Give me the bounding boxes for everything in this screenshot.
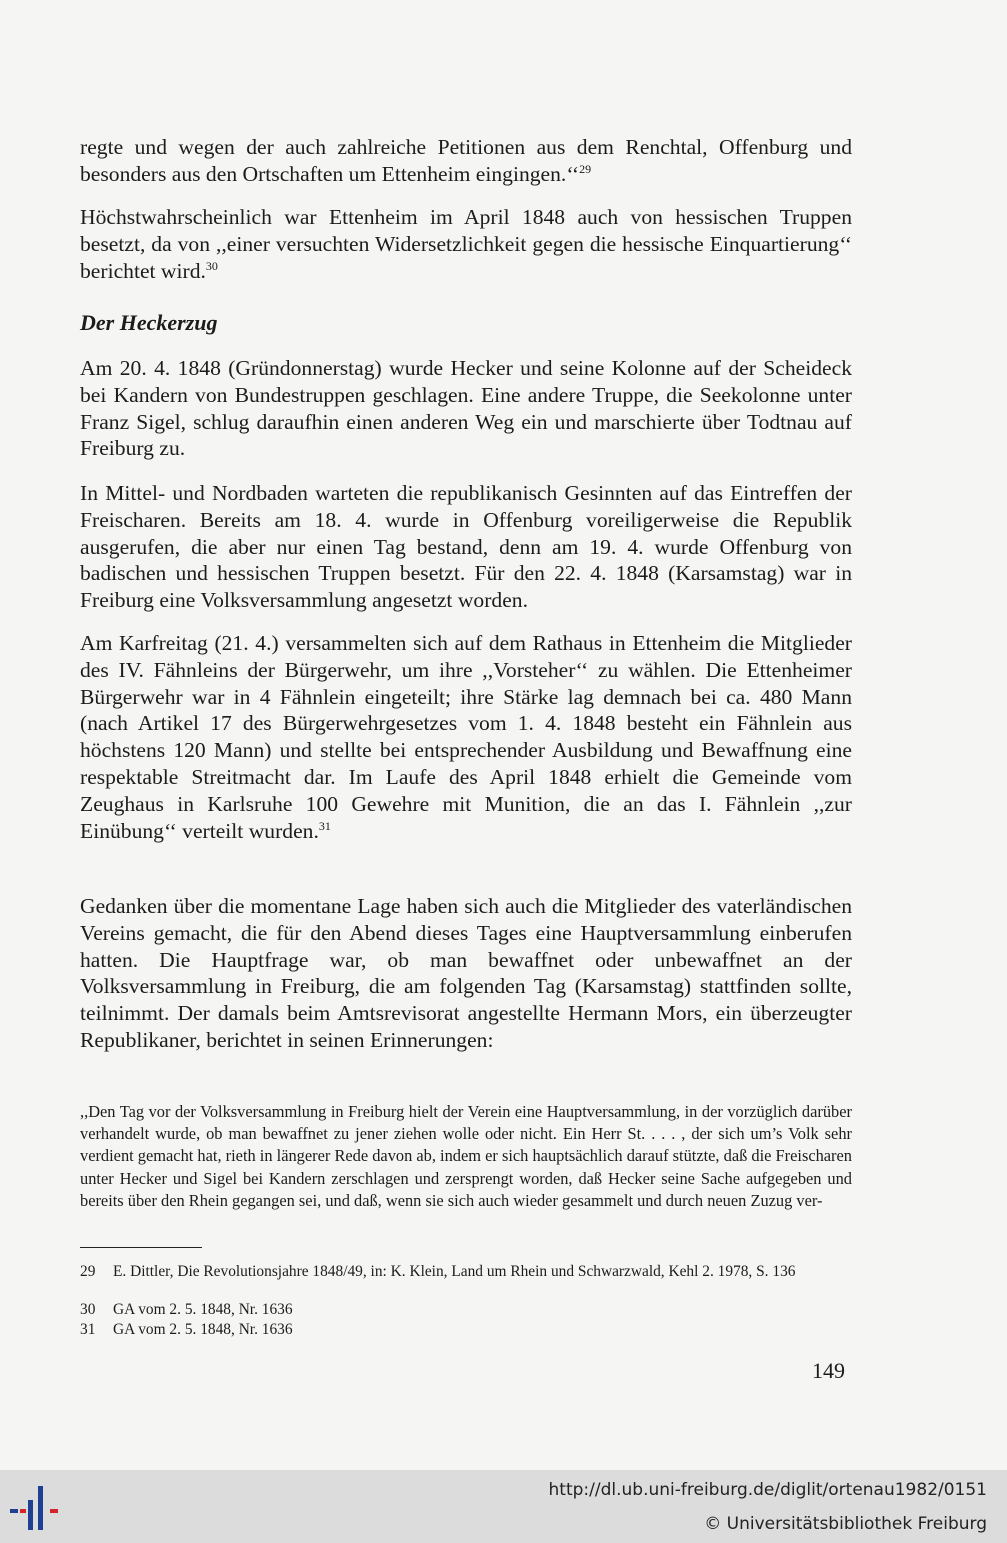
copyright-notice: © Universitätsbibliothek Freiburg	[704, 1514, 987, 1534]
footnote-ref-29[interactable]: 29	[579, 161, 592, 176]
footer-bar	[0, 1470, 1007, 1543]
page-number: 149	[812, 1358, 845, 1383]
footnote-divider	[80, 1247, 202, 1248]
section-heading: Der Heckerzug	[80, 310, 218, 335]
footnote-ref-31[interactable]: 31	[318, 818, 331, 833]
paragraph-4: In Mittel- und Nordbaden warteten die republikanisch Gesinnten auf das Eintreffen der Freischaren. Bereits am 18. 4. wurde in Offenburg voreiligerweise die Republik ausgerufen, die aber nur einen Tag bestand, denn am 19. 4. wurde Offenburg von badischen und hessischen Truppen besetzt. Für den 22. 4. 1848 (Karsamstag) war in Freiburg eine Volksversammlung angesetzt worden.	[80, 481, 852, 613]
paragraph-6: Gedanken über die momentane Lage haben sich auch die Mitglieder des vaterländischen Vereins gemacht, die für den Abend dieses Tages eine Hauptversammlung einberufen hatten. Die Hauptfrage war, ob man bewaffnet oder unbewaffnet an der Volksversammlung in Freiburg, die am folgenden Tag (Karsamstag) stattfinden sollte, teilnimmt. Der damals beim Amtsrevisorat angestellte Hermann Mors, ein überzeugter Republikaner, berichtet in seinen Erinnerungen:	[80, 894, 852, 1052]
footnote-30	[80, 1300, 856, 1319]
footnote-number: 31	[80, 1321, 96, 1338]
paragraph-5: Am Karfreitag (21. 4.) versammelten sich auf dem Rathaus in Ettenheim die Mitglieder des IV. Fähnleins der Bürgerwehr, um ihre ,,Vorsteher‘‘ zu wählen. Die Ettenheimer Bürgerwehr war in 4 Fähnlein eingeteilt; ihre Stärke lag demnach bei ca. 480 Mann (nach Artikel 17 des Bürgerwehrgesetzes vom 1. 4. 1848 besteht ein Fähnlein aus höchstens 120 Mann) und stellte bei entsprechender Ausbildung und Bewaffnung eine respektable Streitmacht dar. Im Laufe des April 1848 erhielt die Gemeinde vom Zeughaus in Karlsruhe 100 Gewehre mit Munition, die an das I. Fähnlein ,,zur Einübung‘‘ verteilt wurden.$^{31}$	[80, 631, 852, 843]
paragraph-1: regte und wegen der auch zahlreiche Petitionen aus dem Renchtal, Offenburg und besonders aus den Ortschaften um Ettenheim eingingen.‘‘$^{29}$	[80, 135, 852, 186]
footnote-31	[80, 1320, 856, 1339]
footnote-number: 29	[80, 1263, 96, 1280]
footnote-number: 30	[80, 1301, 96, 1318]
paragraph-2: Höchstwahrscheinlich war Ettenheim im April 1848 auch von hessischen Truppen besetzt, da von ,,einer versuchten Widersetzlichkeit gegen die hessische Einquartierung‘‘ berichtet wird.$^{30}$	[80, 205, 852, 283]
library-logo-icon	[8, 1482, 64, 1534]
footnote-text: GA vom 2. 5. 1848, Nr. 1636	[113, 1321, 293, 1338]
footnote-text: E. Dittler, Die Revolutionsjahre 1848/49, in: K. Klein, Land um Rhein und Schwarzwald, Kehl 2. 1978, S. 136	[113, 1263, 796, 1280]
footnote-ref-30[interactable]: 30	[205, 258, 218, 273]
footnote-29	[80, 1262, 856, 1281]
footnote-text: GA vom 2. 5. 1848, Nr. 1636	[113, 1301, 293, 1318]
permalink-url[interactable]: http://dl.ub.uni-freiburg.de/diglit/ortenau1982/0151	[548, 1480, 987, 1500]
block-quote: ,,Den Tag vor der Volksversammlung in Freiburg hielt der Verein eine Hauptversammlung, in der vorzüglich darüber verhandelt wurde, ob man bewaffnet zu jener ziehen wolle oder nicht. Ein Herr St. . . . , der sich um’s Volk sehr verdient gemacht hat, rieth in längerer Rede davon ab, indem er sich hauptsächlich darauf stützte, daß die Freischaren unter Hecker und Sigel bei Kandern zerschlagen und zersprengt worden, daß Hecker seine Sache aufgegeben und bereits über den Rhein gegangen sei, und daß, wenn sie sich auch wieder gesammelt und durch neuen Zuzug ver-	[80, 1102, 852, 1210]
paragraph-3: Am 20. 4. 1848 (Gründonnerstag) wurde Hecker und seine Kolonne auf der Scheideck bei Kandern von Bundestruppen geschlagen. Eine andere Truppe, die Seekolonne unter Franz Sigel, schlug daraufhin einen anderen Weg ein und marschierte über Todtnau auf Freiburg zu.	[80, 356, 852, 461]
